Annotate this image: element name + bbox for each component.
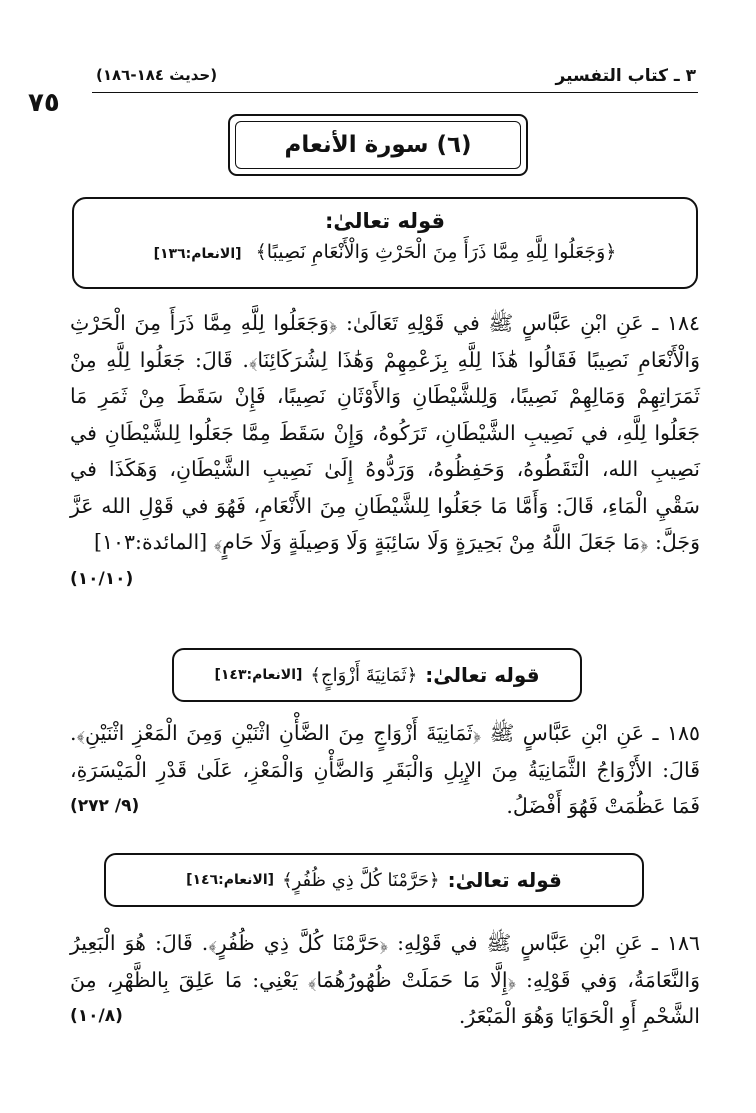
section-label: قوله تعالىٰ: (324, 209, 445, 233)
hadith-text: ١٨٦ ـ عَنِ ابْنِ عَبَّاسٍ ﷺ في قَوْلِهِ: ﴿حَرَّمْنَا كُلَّ ذِي ظُفُرٍ﴾. قَالَ: هُوَ الْبَعِيرُ وَالنَّعَامَةُ، وَفي قَوْلِهِ: ﴿إِلَّا مَا حَمَلَتْ ظُهُورُهُمَا﴾ يَعْنِي: مَا عَلِقَ بِالظَّهْرِ، مِنَ الشَّحْمِ أَوِ الْحَوَايَا وَهُوَ الْمَبْعَرُ. (70, 931, 700, 1028)
surah-title: (٦) سورة الأنعام (235, 121, 521, 169)
hadith-text: ١٨٥ ـ عَنِ ابْنِ عَبَّاسٍ ﷺ ﴿ثَمَانِيَةَ أَزْوَاجٍ مِنَ الضَّأْنِ اثْنَيْنِ وَمِنَ الْمَعْزِ اثْنَيْنِ﴾. قَالَ: الأَزْوَاجُ الثَّمَانِيَةُ مِنَ الإِبِلِ وَالْبَقَرِ وَالضَّأْنِ وَالْمَعْزِ، عَلَىٰ قَدْرِ الْمَيْسَرَةِ، فَمَا عَظُمَتْ فَهُوَ أَفْضَلُ. (70, 721, 700, 818)
page-number: ٧٥ (28, 88, 60, 118)
chapter-title: ٣ ـ كتاب التفسير (555, 66, 696, 86)
ayah-text: ﴿حَرَّمْنَا كُلَّ ذِي ظُفُرٍ﴾ (282, 869, 440, 891)
ayah-ref: [الانعام:١٤٣] (214, 667, 303, 683)
hadith-citation: (١٠/٨) (70, 1006, 123, 1026)
section-heading-2 (172, 648, 582, 702)
hadith-citation: (١٠/١٠) (70, 568, 134, 589)
section-label: قوله تعالىٰ: (425, 663, 540, 687)
hadith-186 (70, 925, 700, 1035)
ayah-text: ﴿ثَمَانِيَةَ أَزْوَاجٍ﴾ (310, 664, 418, 686)
hadith-184 (70, 305, 700, 597)
ayah-ref: [الانعام:١٣٦] (153, 246, 242, 262)
hadith-range: (حديث ١٨٤-١٨٦) (96, 66, 218, 84)
hadith-185 (70, 715, 700, 825)
surah-title-frame (228, 114, 528, 176)
ayah-ref: [الانعام:١٤٦] (186, 872, 275, 888)
section-heading-1 (72, 197, 698, 289)
section-label: قوله تعالىٰ: (447, 868, 562, 892)
section-ayah (74, 241, 696, 263)
hadith-text: ١٨٤ ـ عَنِ ابْنِ عَبَّاسٍ ﷺ في قَوْلِهِ تَعَالَىٰ: ﴿وَجَعَلُوا لِلَّهِ مِمَّا ذَرَأَ مِنَ الْحَرْثِ وَالْأَنْعَامِ نَصِيبًا فَقَالُوا هَٰذَا لِلَّهِ بِزَعْمِهِمْ وَهَٰذَا لِشُرَكَائِنَا﴾. قَالَ: جَعَلُوا لِلَّهِ مِنْ ثَمَرَاتِهِمْ وَمَالِهِمْ نَصِيبًا، وَلِلشَّيْطَانِ وَالأَوْثَانِ نَصِيبًا، فَإِنْ سَقَطَ مِنْ ثَمَرِ مَا جَعَلُوا لِلَّهِ، في نَصِيبِ الشَّيْطَانِ، تَرَكُوهُ، وَإِنْ سَقَطَ مِمَّا جَعَلُوا لِلشَّيْطَانِ في نَصِيبِ الله، الْتَقَطُوهُ، وَحَفِظُوهُ، وَرَدُّوهُ إِلَىٰ نَصِيبِ الشَّيْطَانِ، وَهَكَذَا في سَقْيِ الْمَاءِ، قَالَ: وَأَمَّا مَا جَعَلُوا لِلشَّيْطَانِ مِنَ الأَنْعَامِ، فَهُوَ في قَوْلِ الله عَزَّ وَجَلَّ: ﴿مَا جَعَلَ اللَّهُ مِنْ بَحِيرَةٍ وَلَا سَائِبَةٍ وَلَا وَصِيلَةٍ وَلَا حَامٍ﴾ [المائدة:١٠٣] (70, 311, 700, 554)
ayah-text: ﴿وَجَعَلُوا لِلَّهِ مِمَّا ذَرَأَ مِنَ الْحَرْثِ وَالْأَنْعَامِ نَصِيبًا﴾ (255, 241, 617, 263)
section-heading-3 (104, 853, 644, 907)
header-rule (92, 92, 698, 93)
hadith-citation: (٩/ ٢٧٢) (70, 796, 140, 816)
